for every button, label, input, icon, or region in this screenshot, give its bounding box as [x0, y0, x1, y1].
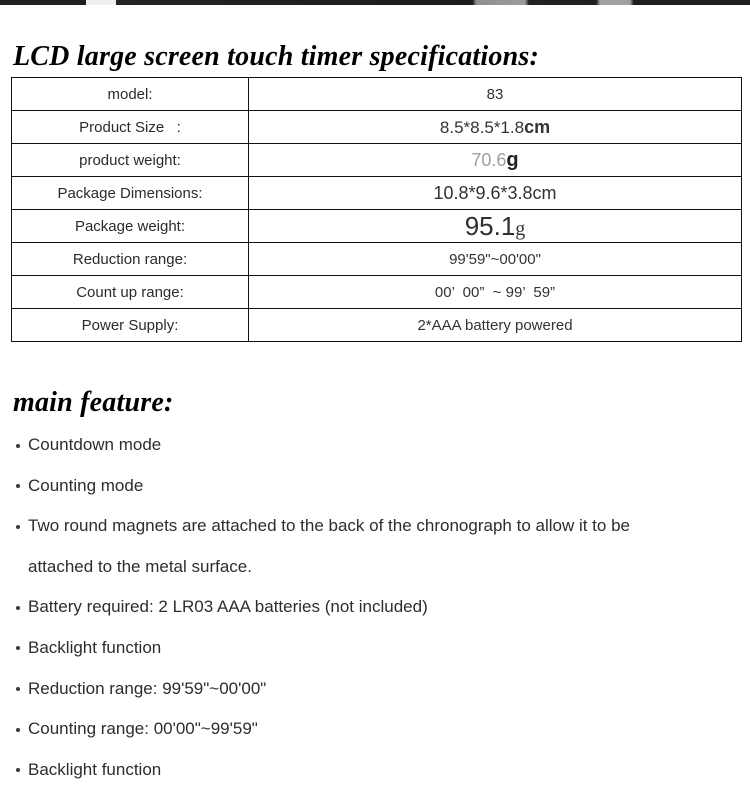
spec-row-count-up-range [12, 276, 742, 309]
spec-value-unit: g [506, 148, 519, 171]
specifications-heading: LCD large screen touch timer specifications: [13, 41, 539, 72]
spec-label: Count up range: [12, 276, 249, 309]
spec-label: Package weight: [12, 210, 249, 243]
feature-item: Backlight function [0, 750, 724, 791]
feature-list [0, 425, 724, 790]
spec-value: 99'59"~00'00" [249, 243, 742, 276]
spec-value-unit: cm [524, 116, 551, 137]
spec-value: 00’ 00” ~ 99’ 59” [249, 276, 742, 309]
spec-label: Product Size : [12, 111, 249, 144]
spec-row-reduction-range [12, 243, 742, 276]
spec-row-product-weight [12, 144, 742, 177]
spec-label: Reduction range: [12, 243, 249, 276]
feature-item: Counting range: 00'00"~99'59" [0, 709, 724, 750]
spec-row-model [12, 78, 742, 111]
spec-value [249, 111, 742, 144]
spec-label: Package Dimensions: [12, 177, 249, 210]
spec-value [249, 177, 742, 210]
spec-value-unit: cm [532, 182, 557, 203]
feature-item: Backlight function [0, 628, 724, 669]
feature-item: Counting mode [0, 466, 724, 507]
spec-row-package-weight [12, 210, 742, 243]
spec-value [249, 210, 742, 243]
spec-row-package-dimensions [12, 177, 742, 210]
feature-item: Two round magnets are attached to the back of the chronograph to allow it to be attached to the metal surface. [0, 506, 724, 587]
spec-value-unit: g [515, 217, 526, 240]
spec-value [249, 144, 742, 177]
spec-value-number: 8.5*8.5*1.8 [439, 117, 525, 137]
spec-row-power-supply [12, 309, 742, 342]
cropped-image-edge-strip [0, 0, 750, 5]
specifications-table [11, 77, 742, 342]
main-feature-heading: main feature: [13, 387, 174, 418]
spec-value-number: 10.8*9.6*3.8 [433, 182, 533, 203]
spec-value: 2*AAA battery powered [249, 309, 742, 342]
feature-item: Reduction range: 99'59"~00'00" [0, 669, 724, 710]
spec-label: model: [12, 78, 249, 111]
spec-label: product weight: [12, 144, 249, 177]
spec-value-number: 70.6 [471, 149, 507, 170]
feature-item: Battery required: 2 LR03 AAA batteries (not included) [0, 587, 724, 628]
feature-item: Countdown mode [0, 425, 724, 466]
spec-value: 83 [249, 78, 742, 111]
spec-value-number: 95.1 [464, 210, 516, 241]
spec-row-product-size [12, 111, 742, 144]
spec-label: Power Supply: [12, 309, 249, 342]
